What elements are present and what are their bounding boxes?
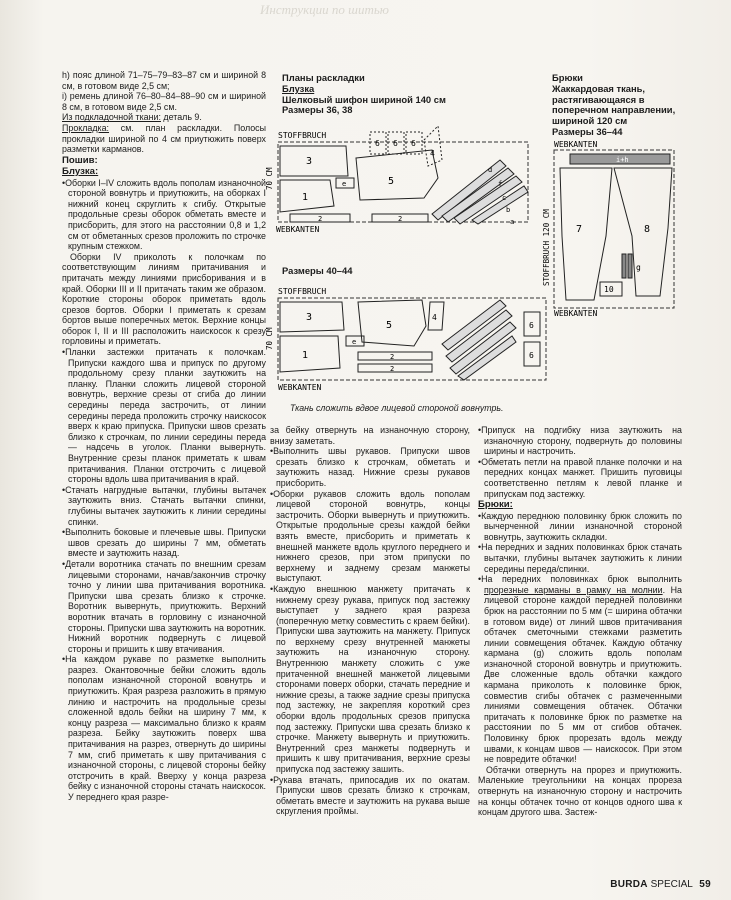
sewing-title: Пошив: [62,154,98,166]
piece-6c-a: 6 [411,139,416,148]
cut-line [62,123,266,155]
column-3 [478,425,682,818]
stoffbruch-label-a: STOFFBRUCH [278,131,327,140]
text-i: i) ремень длиной 76–80–84–88–90 см и шириной 8 см, в готовом виде 2,5 см. [62,91,266,112]
page-footer [610,879,711,890]
layout-fabric: Шелковый шифон шириной 140 см [282,93,446,105]
piece-e-b: e [352,338,357,346]
piece-5-a: 5 [388,176,395,187]
blouse-step-11: •Рукава втачать, припосадив их по окатам. Припуски швов срезать близко к строчкам, обметать вместе и заутюжить на рукава выше скругления проймы. [270,774,470,817]
ghost-header: Инструкции по шитью [260,2,389,17]
webkanten-label-b: WEBKANTEN [278,383,322,392]
layout-diagram-b [262,280,552,396]
blouse-step-8: •Выполнить швы рукавов. Припуски швов срезать близко к строчкам, обметать и заутюжить назад. Нижние срезы рукавов присборить. [270,446,470,488]
piece-2a-b: 2 [390,353,395,361]
trousers-diagram [540,136,680,318]
layout-sizes-a: Размеры 36, 38 [282,104,353,116]
layout-title: Планы раскладки [282,72,365,83]
blouse-step-2: Оборки IV приколоть к полочкам по соответствующим линиям притачивания и притачать между линиями присборивания и в край. Оборки III и II притачать таким же образом. Короткие стороны оборок приметать вдоль срезов бортов. Оборки I приметать к срезам бортов выше поперечных меток. Верхние концы оборок I, II и III расположить наискосок к срезу горловины и приметать. [62,251,266,347]
stoffbruch-label-b: STOFFBRUCH [278,287,327,296]
blouse-step-7-cont: за бейку отвернуть на изнаночную сторону, внизу заметать. [270,425,470,446]
piece-6b-b: 6 [529,351,534,360]
layout-blouse: Блузка [282,82,315,94]
stoffbruch-side: STOFFBRUCH 120 CM [542,209,551,286]
text-h: h) пояс длиной 71–75–79–83–87 см и шириной 8 см, в готовом виде 2,5 см; [62,70,266,91]
piece-1-b: 1 [302,350,309,361]
blouse-step-9: •Оборки рукавов сложить вдоль пополам лицевой стороной вовнутрь, концы застрочить. Оборки вывернуть и приутюжить. Открытые продольные срезы каждой бейки взять вместе, присборить и приметать к внешней манжете вдоль круглого переднего и нижнего срезов, при этом припуски по верхнему и заднему срезам манжеты выступают. [270,488,470,584]
page-number: 59 [699,879,711,890]
piece-3-a: 3 [306,156,313,167]
blouse-step-6: •Детали воротника стачать по внешним срезам лицевыми сторонами, начав/закончив строчку точно у линии шва притачивания воротника. Припуски шва срезать близко к строчке. Воротник вывернуть, приутюжить. Верхний воротник втачать в горловину с изнаночной стороны. Припуски шва заутюжить на воротник. Нижний воротник подвернуть с лицевой стороны и пришить к шву втачивания. [62,558,266,654]
piece-8: 8 [644,224,651,235]
piece-b-a: b [506,206,511,214]
blouse-title: Блузка: [62,166,99,178]
brand-name: BURDA [610,879,648,890]
piece-3-b: 3 [306,312,313,323]
piece-2b-b: 2 [390,365,395,373]
piece-5-b: 5 [386,320,393,331]
piece-4-a: 4 [430,149,435,158]
cut-text: см. план раскладки. Полосы прокладки шириной по 4 см приутюжить поверх разметки карманов. [62,122,266,155]
blouse-step-7: •На каждом рукаве по разметке выполнить разрез. Окантовочные бейки сложить вдоль пополам изнаночной стороной вовнутрь и приутюжить. Края разреза разложить в прямую линию и настрочить на продольные срезы сложенной вдоль бейки на ширину 7 мм, к концу разреза — максимально близко к краям разреза. Бейку заутюжить поверх шва притачивания на разрез, отвернуть до ширины 7 мм, сгиб приметать к шву притачивания с изнаночной стороны, с лицевой стороны бейку отстрочить в край. Вверху у конца разреза бейку с изнаночной стороны стачать наискосок. У переднего края разре- [62,654,266,802]
layout-diagram-a [262,120,540,240]
lining-label: Из подкладочной ткани: [62,112,161,123]
width-label-a: 70 CM [265,167,274,190]
trousers-step-3: •На передних половинках брюк выполнить прорезные карманы в рамку на молнии. На лицевой стороне каждой передней половинки брюк на расстоянии по 5 мм (= ширина обтачки в готовом виде) от линий швов притачивания обтачек сметочными стежками разметить линии совмещения обтачек. Каждую обтачку кармана (g) сложить вдоль пополам изнаночной стороной вовнутрь и приутюжить. Две сложенные вдоль обтачки каждого кармана приколоть к половинке брюк, совместив сгибы обтачек с размеченными линиями совмещения обтачек. Обтачки притачать к половинке брюк по разметке на расстоянии по 5 мм от сгибов обтачек. Половинку брюк прорезать вдоль между швами, к концам швов — наискосок. При этом не повредите обтачки! [478,574,682,765]
piece-6a-b: 6 [529,321,534,330]
webkanten-bottom: WEBKANTEN [554,309,598,318]
trousers-plan-fabric: Жаккардовая ткань, растягивающаяся в поперечном направлении, шириной 120 см [552,82,676,127]
piece-4-b: 4 [432,313,437,322]
blouse-step-10: •Каждую внешнюю манжету притачать к нижнему срезу рукава, припуск под застежку выступает у заднего края разреза (поперечную метку совместить с краем бейки). Припуски шва заутюжить на манжету. Припуск по верхнему срезу внутренней манжеты заутюжить на изнаночную сторону. Внутреннюю манжету сложить с уже притаченной внешней манжетой лицевыми сторонами поверх оборки, стачать передние и нижние срезы, а также задние срезы припуска под застежку, не закрепляя короткий срез оборки вдоль продольных срезов припуска под застежку. Припуски шва срезать близко к строчке. Манжету вывернуть и приутюжить. Внутренний срез манжеты подвернуть и пришить к шву притачивания, верхние срезы припуска под застежку зашить. [270,583,470,774]
piece-2a-a: 2 [318,215,323,223]
trousers-plan-title: Брюки [552,72,583,83]
layout-caption: Ткань сложить вдвое лицевой стороной вовнутрь. [290,403,504,413]
trousers-step-4: Обтачки отвернуть на прорез и приутюжить. Маленькие треугольники на концах прореза отвернуть на изнаночную сторону и настрочить на концы обтачек точно от концов одного шва к концам другого шва. Застеж- [478,764,682,818]
column-1 [62,70,266,803]
trousers-plan-sizes: Размеры 36–44 [552,125,623,137]
piece-d-a: d [488,166,493,174]
trousers-plan-heading [552,73,702,138]
lining-text: деталь 9. [160,112,202,123]
piece-a-a: a [510,218,515,226]
webkanten-label-a: WEBKANTEN [276,225,320,234]
width-label-b: 70 CM [265,327,274,350]
blouse-step-3: •Планки застежки притачать к полочкам. Припуски каждого шва и припуск по другому продольному срезу планки заутюжить на планку. Планки сложить лицевой стороной вовнутрь, верхние срезы от сгиба до линии середины переда застрочить, от линии середины переда проложить строчку наискосок вверх к краю припуска. Припуски швов срезать близко к строчкам, по линии середины переда — надсечь в уголок. Планки вывернуть. Внутренние срезы планок приметать к швам притачивания. Планки отстрочить с лицевой стороны вдоль шва притачивания в край. [62,347,266,485]
piece-1-a: 1 [302,192,309,203]
trousers-title: Брюки: [478,499,513,511]
piece-ih: i+h [616,156,629,164]
layout-sizes-b: Размеры 40–44 [282,265,353,276]
blouse-step-12: •Припуск на подгибку низа заутюжить на изнаночную сторону, подвернуть до половины ширины и настрочить. [478,425,682,457]
layout-plan-heading [282,73,502,116]
blouse-step-4: •Стачать нагрудные вытачки, глубины вытачек заутюжить вниз. Стачать вытачки спинки, глубины вытачек заутюжить к линии середины спинки. [62,484,266,527]
column-2 [270,425,470,817]
piece-f-a: f [498,180,503,188]
piece-c-a: c [502,194,507,202]
lining-line [62,112,266,123]
blouse-step-13: •Обметать петли на правой планке полочки и на передних концах манжет. Пришить пуговицы соответственно петлям к левой планке и припускам под застежку. [478,456,682,499]
piece-2b-a: 2 [398,215,403,223]
brand-special: SPECIAL [650,879,693,890]
trousers-step-2: •На передних и задних половинках брюк стачать вытачки, глубины вытачек заутюжить к линии середины переда/спинки. [478,542,682,574]
blouse-step-1: •Оборки I–IV сложить вдоль пополам изнаночной стороной вовнутрь и приутюжить, на оборках I нижний конец скруглить к сгибу. Открытые продольные срезы оборок обметать вместе и присборить, для этого на расстоянии 0,8 и 1,2 см от обметанных срезов проложить по строчке крупным стежком. [62,177,266,252]
piece-7: 7 [576,224,583,235]
piece-g: g [636,263,641,272]
cut-label: Прокладка: [62,122,110,133]
blouse-step-5: •Выполнить боковые и плечевые швы. Припуски швов срезать до ширины 7 мм, обметать вместе и заутюжить назад. [62,527,266,559]
piece-6a-a: 6 [375,139,380,148]
piece-e-a: e [342,180,347,188]
piece-10: 10 [604,285,614,294]
piece-6b-a: 6 [393,139,398,148]
trousers-step-1: •Каждую переднюю половинку брюк сложить по вычерченной линии изнаночной стороной вовнутрь, заутюжить складки. [478,510,682,542]
webkanten-top: WEBKANTEN [554,140,598,149]
